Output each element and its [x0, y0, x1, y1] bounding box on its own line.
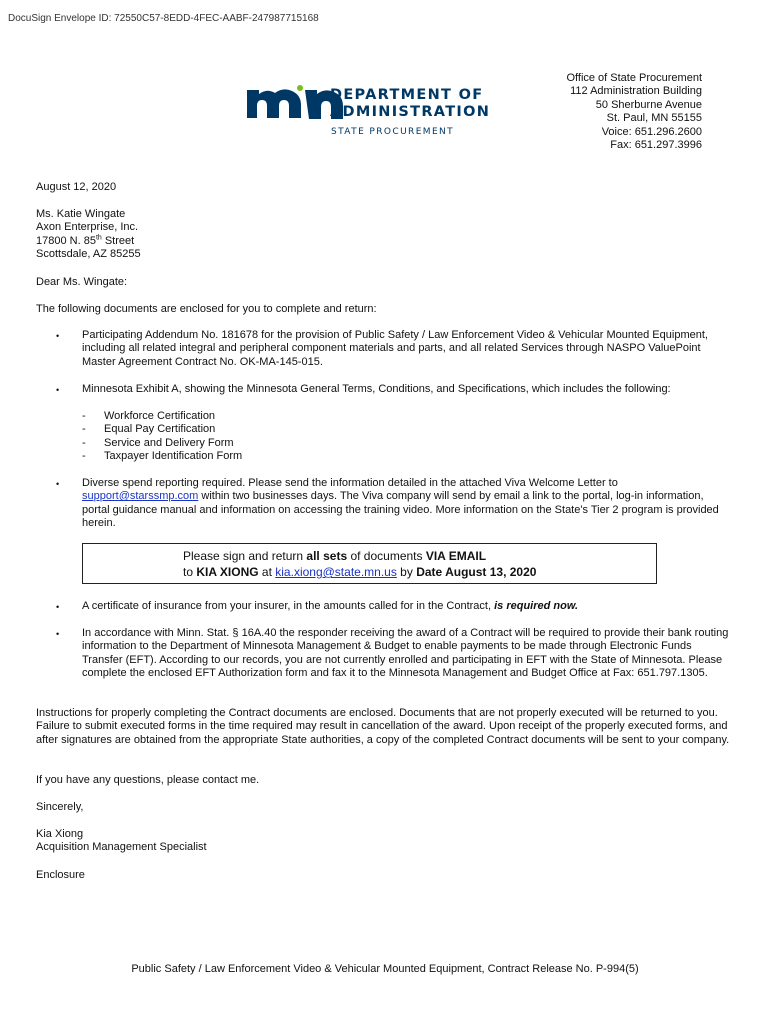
recipient-address: [36, 208, 141, 262]
intro-text: The following documents are enclosed for you to complete and return:: [36, 303, 377, 315]
box-line-1: Please sign and return all sets of documents VIA EMAIL: [183, 549, 487, 563]
sublist-item: Equal Pay Certification: [104, 423, 216, 435]
dash-marker: -: [82, 450, 86, 462]
svg-text:ADMINISTRATION: ADMINISTRATION: [330, 104, 491, 120]
bullet-marker: •: [56, 385, 60, 395]
mn-logo-mark: [247, 84, 512, 139]
svg-text:DEPARTMENT OF: DEPARTMENT OF: [330, 87, 484, 103]
recipient-name: Ms. Katie Wingate: [36, 208, 126, 220]
department-logo: [247, 84, 512, 143]
dash-marker: -: [82, 410, 86, 422]
sublist-item: Taxpayer Identification Form: [104, 450, 243, 462]
office-fax: Fax: 651.297.3996: [610, 139, 702, 152]
signer-name: Kia Xiong: [36, 828, 84, 840]
bullet-marker: •: [56, 479, 60, 489]
support-email-link[interactable]: support@starssmp.com: [82, 490, 199, 503]
bullet-marker: •: [56, 331, 60, 341]
dash-marker: -: [82, 423, 86, 435]
page-footer: Public Safety / Law Enforcement Video & Vehicular Mounted Equipment, Contract Release No. P-994(5): [131, 963, 639, 975]
svg-text:STATE PROCUREMENT: STATE PROCUREMENT: [331, 127, 455, 137]
sublist-item: Service and Delivery Form: [104, 437, 234, 449]
bullet-eft: In accordance with Minn. Stat. § 16A.40 the responder receiving the award of a Contract will be required to provide their bank routing information to the Department of Minnesota Management & Budget to enable payments to be made through Electronic Funds Transfer (EFT). According to our records, you are not currently enrolled and participating in EFT with the State of Minnesota. Please complete the enclosed EFT Authorization form and fax it to the Minnesota Management and Budget Office at Fax: 651.797.1305.: [82, 627, 729, 680]
instructions-paragraph: Instructions for properly completing the Contract documents are enclosed. Documents that are not properly executed will be returned to you. Failure to submit executed forms in the time required may result in cancellation of the award. Upon receipt of the properly executed forms, and after signatures are obtained from the appropriate State authorities, a copy of the completed Contract documents will be sent to your company.: [36, 707, 730, 746]
office-name: Office of State Procurement: [566, 72, 702, 84]
letter-date: August 12, 2020: [36, 181, 117, 193]
bullet-exhibit-a: Minnesota Exhibit A, showing the Minnesota General Terms, Conditions, and Specifications, which includes the following:: [82, 383, 671, 395]
bullet-insurance: A certificate of insurance from your insurer, in the amounts called for in the Contract, is required now.: [82, 600, 579, 612]
office-voice: Voice: 651.296.2600: [601, 125, 702, 138]
sublist-item: Workforce Certification: [104, 410, 216, 422]
recipient-city: Scottsdale, AZ 85255: [36, 248, 141, 261]
return-instructions-box: [82, 543, 657, 584]
bullet-diverse-spend: Diverse spend reporting required. Please send the information detailed in the attached Viva Welcome Letter to support@starssmp.com within two businesses days. The Viva company will send by email a link to the portal, log-in information, portal guidance manual and information on accessing the training video. More information on the State's Tier 2 program is provided herein.: [82, 477, 719, 530]
signer-title: Acquisition Management Specialist: [36, 841, 207, 853]
recipient-street: 17800 N. 85th Street: [36, 234, 135, 247]
bullet-marker: •: [56, 602, 60, 612]
office-street: 50 Sherburne Avenue: [595, 98, 702, 111]
enclosure-note: Enclosure: [36, 869, 85, 881]
closing: Sincerely,: [36, 801, 84, 813]
salutation: Dear Ms. Wingate:: [36, 276, 128, 288]
questions-line: If you have any questions, please contact me.: [36, 774, 260, 786]
kia-email-link[interactable]: kia.xiong@state.mn.us: [275, 565, 397, 579]
bullet-marker: •: [56, 629, 60, 639]
office-city: St. Paul, MN 55155: [606, 112, 702, 125]
office-address-block: [566, 72, 702, 152]
docusign-envelope-id: DocuSign Envelope ID: 72550C57-8EDD-4FEC-AABF-247987715168: [8, 13, 319, 24]
box-line-2: to KIA XIONG at kia.xiong@state.mn.us by Date August 13, 2020: [183, 565, 537, 579]
office-building: 112 Administration Building: [570, 85, 702, 98]
dash-marker: -: [82, 437, 86, 449]
bullet-participating-addendum: Participating Addendum No. 181678 for the provision of Public Safety / Law Enforcement Video & Vehicular Mounted Equipment, including all related integral and peripheral component materials and parts, and all related Services through NASPO ValuePoint Master Agreement Contract No. OK-MA-145-015.: [82, 329, 708, 368]
recipient-company: Axon Enterprise, Inc.: [36, 221, 139, 234]
